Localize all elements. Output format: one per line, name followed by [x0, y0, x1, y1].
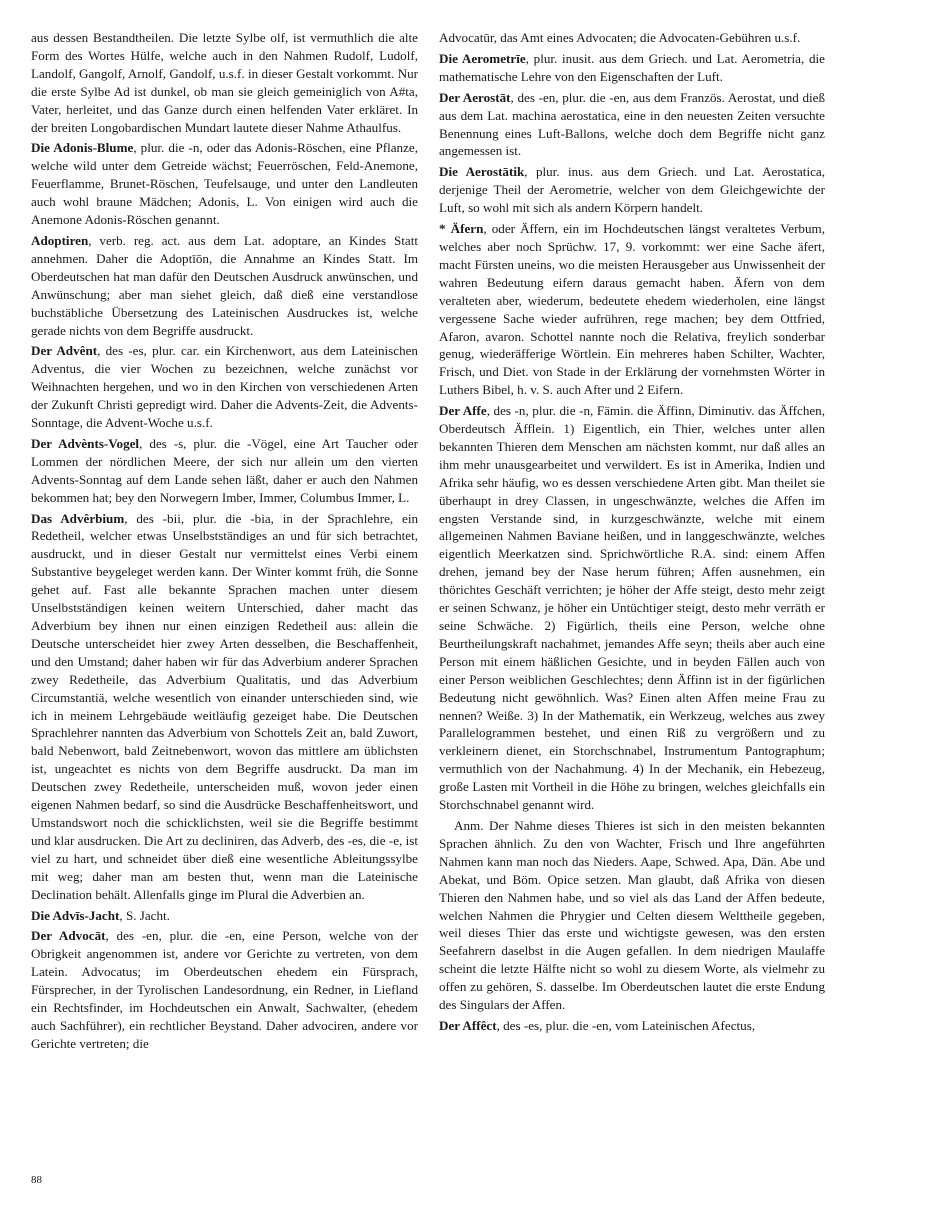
entry-advent	[31, 342, 418, 432]
entry-text: , S. Jacht.	[119, 907, 170, 923]
headword: Der Aerostāt	[439, 89, 511, 105]
entry-aefern	[439, 220, 825, 399]
entry-text: , des -es, plur. die -en, vom Lateinischen Afectus,	[496, 1017, 756, 1033]
entry-aerometrie	[439, 50, 825, 86]
entry-text: aus dessen Bestandtheilen. Die letzte Sylbe olf, ist vermuthlich die alte Form des Wortes Hülfe, welche auch in den Nahmen Rudolf, Ludolf, Landolf, Gangolf, Arnolf, Gandolf, u.s.f. in dieser Gestalt vorkommt. Nur die erste Sylbe Ad ist dunkel, ob man sie gleich gemeiniglich von A#ta, Vater, herleitet, und das Ganze durch einen helfenden Vater erkläret. In der breiten Longobardischen Mundart lautete dieser Nahme Athaulfus.	[31, 30, 418, 135]
entry-adonis-blume	[31, 139, 418, 229]
entry-affe	[439, 402, 825, 814]
entry-adoptiren	[31, 232, 418, 339]
headword: * Äfern	[439, 221, 484, 237]
entry-aerostat	[439, 89, 825, 161]
entry-text: , des -en, plur. die -en, eine Person, welche von der Obrigkeit angenommen ist, andere vor Gerichte zu vertreten, von dem Latein. Advocatus; im Oberdeutschen ehedem ein Fürsprach, Fürsprecher, in der Tyrolischen Landesordnung, ein Redner, in Liefland ein Rechtsfinder, im Hochdeutschen ein Anwalt, Sachwalter, (ehedem auch Sachführer), ein rechtlicher Beystand. Daher advociren, andere vor Gerichte vertreten; die	[31, 928, 418, 1051]
entry-text: , plur. inus. aus dem Griech. und Lat. Aerostatica, derjenige Theil der Aerometrie, welcher von dem Gleichgewichte der Luft, so wohl mit sich als andern Körpern handelt.	[439, 164, 825, 216]
entry-text: , des -es, plur. car. ein Kirchenwort, aus dem Lateinischen Adventus, die vier Wochen zu bezeichnen, welche zunächst vor Weihnachten hergehen, und wo in den Kirchen von verschiedenen Arten der Zukunft Christi gepredigt wird. Daher die Advents-Zeit, die Advents-Sonntage, die Advent-Woche u.s.f.	[31, 343, 418, 431]
entry-adverbium	[31, 510, 418, 904]
entry-advocat	[31, 927, 418, 1052]
entry-text: , oder Äffern, ein im Hochdeutschen längst veraltetes Verbum, welches aber noch Sprüchw. 17, 9. vorkommt: wer eine Sache äfert, macht Fürsten uneins, wo die meisten Herausgeber aus Unwissenheit der wahren Bedeutung eifern daraus gemacht haben. Äfern von dem veralteten aber, wiederum, bedeutete ehedem wiederholen, eine längst vergessene Sache wieder aufrühren, rege machen; bey dem Ottfried, Afaron, avaron. Schottel nannte noch die Relativa, freylich sonderbar genug, wiederäfferige Wörtlein. Ein mehreres haben Schilter, Wachter, Frisch, und Diet. von Stade in der Erklärung der vornehmsten Wörter in Luthers Bibel, h. v. S. auch After und 2 Eifern.	[439, 221, 825, 398]
entry-affect	[439, 1017, 825, 1035]
entry-text: , des -bii, plur. die -bia, in der Sprachlehre, ein Redetheil, welcher etwas Unselbstständiges an und für sich betrachtet, ausdruckt, und in dieser Gestalt nur vermittelst eines Verbi einem Substantive beygeleget werden kann. Der Winter kommt früh, die Sonne gehet auf. Fast alle bekannte Sprachen machen unter diesem Unselbstständigen keinen weitern Unterschied, daher macht das Adverbium bey ihnen nur einen einzigen Redetheil aus: allein die Deutsche unterscheidet hier zwey Arten desselben, die Beschaffenheit, und den Umstand; daher haben wir für das Adverbium anderer Sprachen zwey Redetheile, das Adverbium Qualitatis, und das Adverbium Circumstantiä, welche wesentlich von einander unterschieden sind, wie ich in meinem Lehrgebäude weitläufig gezeiget habe. Die Deutschen Sprachlehrer nannten das Adverbium von Schottels Zeit an, bald Zuwort, bald Nebenwort, bald Zeitnebenwort, wovon das mittlere am üblichsten ist, ungeachtet es nichts von dem Begriffe ausdruckt. Da man im Deutschen zwey Redetheile, unterscheiden muß, wovon jeder einen eigenen Nahmen bedarf, so sind die Ausdrücke Beschaffenheitswort, und Umstandswort noch die schicklichsten, weil sie die Begriffe bestimmt und klar ausdrucken. Die Art zu decliniren, das Adverb, des -es, die -e, ist viel zu hart, und schneidet über dieß eine wesentliche Ableitungssylbe mit weg; daher man am besten thut, wenn man die Lateinische Declination behält. Allenfalls ginge im Plural die Adverbien an.	[31, 510, 418, 902]
entry-text: Advocatūr, das Amt eines Advocaten; die Advocaten-Gebühren u.s.f.	[439, 30, 801, 45]
entry-text: Anm. Der Nahme dieses Thieres ist sich in den meisten bekannten Sprachen ähnlich. Zu den von Wachter, Frisch und Ihre angeführten Nahmen kann man noch das Nieders. Aape, Schwed. Apa, Dän. Abe und Abekat, und Böm. Opice setzen. Man glaubt, daß Afrika von diesen Thieren den Nahmen habe, und so viel als das Land der Affen bedeute, welchen Nahmen die Phrygier und Celten diesem Welttheile gegeben, weil dieses Thier das erste und wichtigste gewesen, was den ersten Seefahrern daselbst in die Augen gefallen. In dem niedrigen Maulaffe scheint die letzte Hälfte nicht so wohl zu diesem Worte, als vielmehr zu offen zu gehören, S. dasselbe. Im Oberdeutschen lautet die erste Endung des Singulars der Affen.	[439, 817, 825, 1013]
entry-text: , des -n, plur. die -n, Fämin. die Äffinn, Diminutiv. das Äffchen, Oberdeutsch Äfflein. 1) Eigentlich, ein Thier, welches unter allen bekannten Thieren dem Menschen am nächsten kommt, nur daß alles an ihm mehr unausgearbeitet und verwildert. Es ist in Amerika, Indien und Afrika sehr häufig, wo es dessen verschiedene Arten gibt. Man theilet sie überhaupt in drey Classen, in ungeschwänzte, welches die Affen im engsten Verstande sind, in kurzgeschwänzte, welche mit einem allgemeinen Nahmen Baviane heißen, und in langgeschwänzte, welches eigentlich Meerkatzen sind. Sprichwörtliche R.A. sind: einem Affen drehen, jemand bey der Nase herum führen; Affen ausnehmen, ein thörichtes Geschäft verrichten; je höher der Affe steigt, desto mehr zeigt er seinen Schwanz, je höher ein Untüchtiger steigt, desto mehr verräth er seine Schwäche. 2) Figürlich, theils eine Person, welche ohne Beurtheilungskraft nachahmet, jemandes Affe seyn; theils aber auch eine Person mit einem häßlichen Gesichte, und in beyden Fällen auch von einer Person weiblichen Geschlechtes; denn Äffinn ist in der figürlichen Bedeutung nicht gewöhnlich. Was? Einen alten Affen meine Frau zu nennen? Weiße. 3) In der Mathematik, ein Werkzeug, welches aus zwey Parallelogrammen bestehet, und einen Riß zu vergrößern und zu verkleinern dienet, ein Storchschnabel, Instrumentum Pantographum; vermuthlich von der Nachahmung. 4) In der Mechanik, ein Hebezeug, große Lasten mit Vortheil in die Höhe zu bringen, welches gleichfalls ein Storchschnabel genannt wird.	[439, 403, 825, 813]
entry-text: , verb. reg. act. aus dem Lat. adoptare, an Kindes Statt annehmen. Daher die Adoptīōn, die Annahme an Kindes Statt. Im Oberdeutschen hat man dafür den Deutschen Ausdruck anwünschen, und Anwünschung; aber man siehet gleich, daß dieß eine verstandlose buchstäbliche Übersetzung des Lateinischen Ausdruckes ist, welche gerade nichts von dem Begriffe ausdruckt.	[31, 232, 418, 338]
headword: Das Advêrbium	[31, 510, 125, 526]
headword: Adoptiren	[31, 232, 89, 248]
entry-text: , des -s, plur. die -Vögel, eine Art Taucher oder Lommen der nördlichen Meere, der sich nur allein um den vierten Advents-Sonntag auf dem Lande sehen läßt, daher er auch den Nahmen bekommen hat; bey den Norwegern Imber, Immer, Columbus Immer, L.	[31, 435, 418, 505]
headword: Der Affe	[439, 403, 487, 419]
headword: Die Advīs-Jacht	[31, 907, 120, 923]
entry-advis-jacht	[31, 907, 418, 925]
page-number: 88	[31, 1174, 42, 1186]
entry-advents-vogel	[31, 435, 418, 507]
entry-aerostatik	[439, 163, 825, 217]
entry-continuation	[31, 29, 418, 136]
entry-text: , plur. inusit. aus dem Griech. und Lat. Aerometria, die mathematische Lehre von den Eigenschaften der Luft.	[439, 50, 825, 84]
headword: Die Aerostātik	[439, 164, 525, 180]
headword: Der Advocāt	[31, 928, 106, 944]
headword: Die Aerometrīe	[439, 50, 526, 66]
headword: Der Advènts-Vogel	[31, 435, 140, 451]
entry-continuation	[439, 29, 825, 47]
headword: Die Adonis-Blume	[31, 140, 134, 156]
entry-anmerkung	[439, 817, 825, 1014]
left-column	[31, 29, 418, 1056]
headword: Der Affêct	[439, 1017, 497, 1033]
headword: Der Advênt	[31, 343, 98, 359]
entry-text: , plur. die -n, oder das Adonis-Röschen, eine Pflanze, welche wild unter dem Getreide wächst; Feuerröschen, Feld-Anemone, Feuerflamme, Brunet-Röschen, Teufelsauge, und unter den Landleuten auch wohl braune Mädchen; Adonis, L. Von einigen wird auch die Anemone Adonis-Röschen genannt.	[31, 140, 418, 228]
right-column	[439, 29, 825, 1038]
entry-text: , des -en, plur. die -en, aus dem Französ. Aerostat, und dieß aus dem Lat. machina aerostatica, eine in den neuesten Zeiten versuchte Benennung eines Luft-Ballons, welche doch dem Begriffe nicht ganz angemessen ist.	[439, 89, 825, 159]
